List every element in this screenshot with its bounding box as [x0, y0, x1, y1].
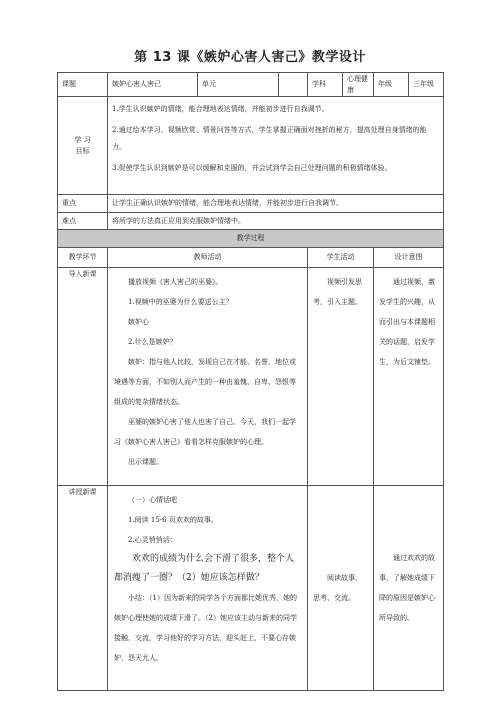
teaching-design-text: 通过欢欢的故事，了解她成绩下降的原因是嫉妒心所导致的。 [379, 554, 435, 622]
teaching-teacher-line: 小结：（1）因为新来的同学各个方面都比她优秀，她的嫉妒心理使她的成绩下滑了。（2）她应该主动与新来的同学接触，交流，学习他好的学习方法，迎头赶上，不要心存嫉妒，怨天尤人。 [114, 594, 297, 662]
unit-label: 单元 [198, 73, 279, 97]
column-header-row [58, 248, 444, 268]
goals-content [108, 97, 444, 195]
col-stage: 教学环节 [58, 248, 108, 268]
difficulty-text: 将所学的方法真正应用到克服嫉妒情绪中。 [108, 213, 444, 230]
col-teacher: 教师活动 [108, 248, 308, 268]
intro-teacher-line: 播放视频《害人害己的巫婆》。 [128, 278, 223, 286]
difficulty-label: 难点 [58, 213, 108, 230]
intro-teacher-activity [108, 268, 308, 486]
col-student: 学生活动 [308, 248, 374, 268]
col-design: 设计意图 [374, 248, 444, 268]
goal-item-3: 3.促使学生认识到嫉妒是可以缓解和克服的，并会试到学会自己处理问题的积极情绪体验。 [112, 164, 392, 172]
difficulty-row [58, 213, 444, 230]
teaching-row [58, 486, 444, 691]
grade-value: 三年级 [409, 73, 444, 97]
intro-row [58, 268, 444, 486]
course-value: 嫉妒心害人害己 [108, 73, 198, 97]
teaching-design-intent [374, 486, 444, 691]
subject-value: 心理健康 [343, 73, 374, 97]
goal-item-2: 2.通过绘本学习、视频欣赏、情景问答等方式，学生掌握正确面对挫折的秘方，提高处理自身情绪的能力。 [112, 126, 427, 151]
intro-teacher-line: 2.什么是嫉妒？ [128, 338, 177, 346]
teaching-teacher-line: （一）心情话吧 [128, 496, 177, 504]
intro-teacher-line: 嫉妒心 [128, 318, 149, 326]
teaching-teacher-line: 欢欢的成绩为什么会下滑了很多，整个人都消瘦了一圈？（2）她应该怎样做？ [114, 554, 295, 583]
goals-label-line1: 学 习 [74, 136, 91, 144]
process-header: 教学过程 [58, 230, 444, 248]
goals-label [58, 97, 108, 195]
lesson-plan-table [57, 72, 444, 691]
intro-student-text: 视频引发思考，引入主题。 [313, 278, 362, 306]
grade-label: 年级 [374, 73, 409, 97]
intro-design-text: 通过视频，激发学生的兴趣，从而引出与本课题相关的话题，启发学生，为后文铺垫。 [379, 278, 435, 366]
intro-student-activity [308, 268, 374, 486]
teaching-teacher-line: 1.阅读 15-6 页欢欢的故事。 [128, 516, 218, 524]
intro-design-intent [374, 268, 444, 486]
goals-row [58, 97, 444, 195]
key-point-label: 重点 [58, 195, 108, 213]
intro-teacher-line: 巫婆的嫉妒心害了他人也害了自己。今天，我们一起学习《嫉妒心害人害己》看看怎样克服嫉妒的心理。 [114, 418, 296, 446]
course-label: 课题 [58, 73, 108, 97]
process-header-row [58, 230, 444, 248]
intro-teacher-line: 嫉妒：指与他人比较，发现自己在才能、名誉、地位或境遇等方面，不如别人而产生的一种由羞愧、自卑、怨恨等组成的复杂情绪状态。 [114, 358, 296, 406]
goal-item-1: 1.学生认识嫉妒的情绪，能合理地表达情绪，并能初步进行自我调节。 [112, 105, 329, 113]
goals-label-line2: 目标 [75, 146, 90, 155]
teaching-student-text: 阅读故事，思考、交流。 [313, 574, 362, 602]
subject-label: 学科 [308, 73, 343, 97]
info-row [58, 73, 444, 97]
unit-value [279, 73, 308, 97]
intro-teacher-line: 1.视频中的巫婆为什么要送公主？ [128, 298, 233, 306]
teaching-student-activity [308, 486, 374, 691]
key-point-text: 让学生正确认识嫉妒的情绪，能合理地表达情绪，并能初步进行自我调节。 [108, 195, 444, 213]
key-point-row [58, 195, 444, 213]
intro-teacher-line: 出示课题。 [128, 458, 163, 466]
teaching-stage: 讲授新课 [58, 486, 108, 691]
teaching-teacher-activity [108, 486, 308, 691]
page-title: 第 13 课《嫉妒心害人害己》教学设计 [134, 50, 366, 65]
teaching-teacher-line: 2.心灵悄悄话： [128, 536, 177, 544]
intro-stage: 导入新课 [58, 268, 108, 486]
